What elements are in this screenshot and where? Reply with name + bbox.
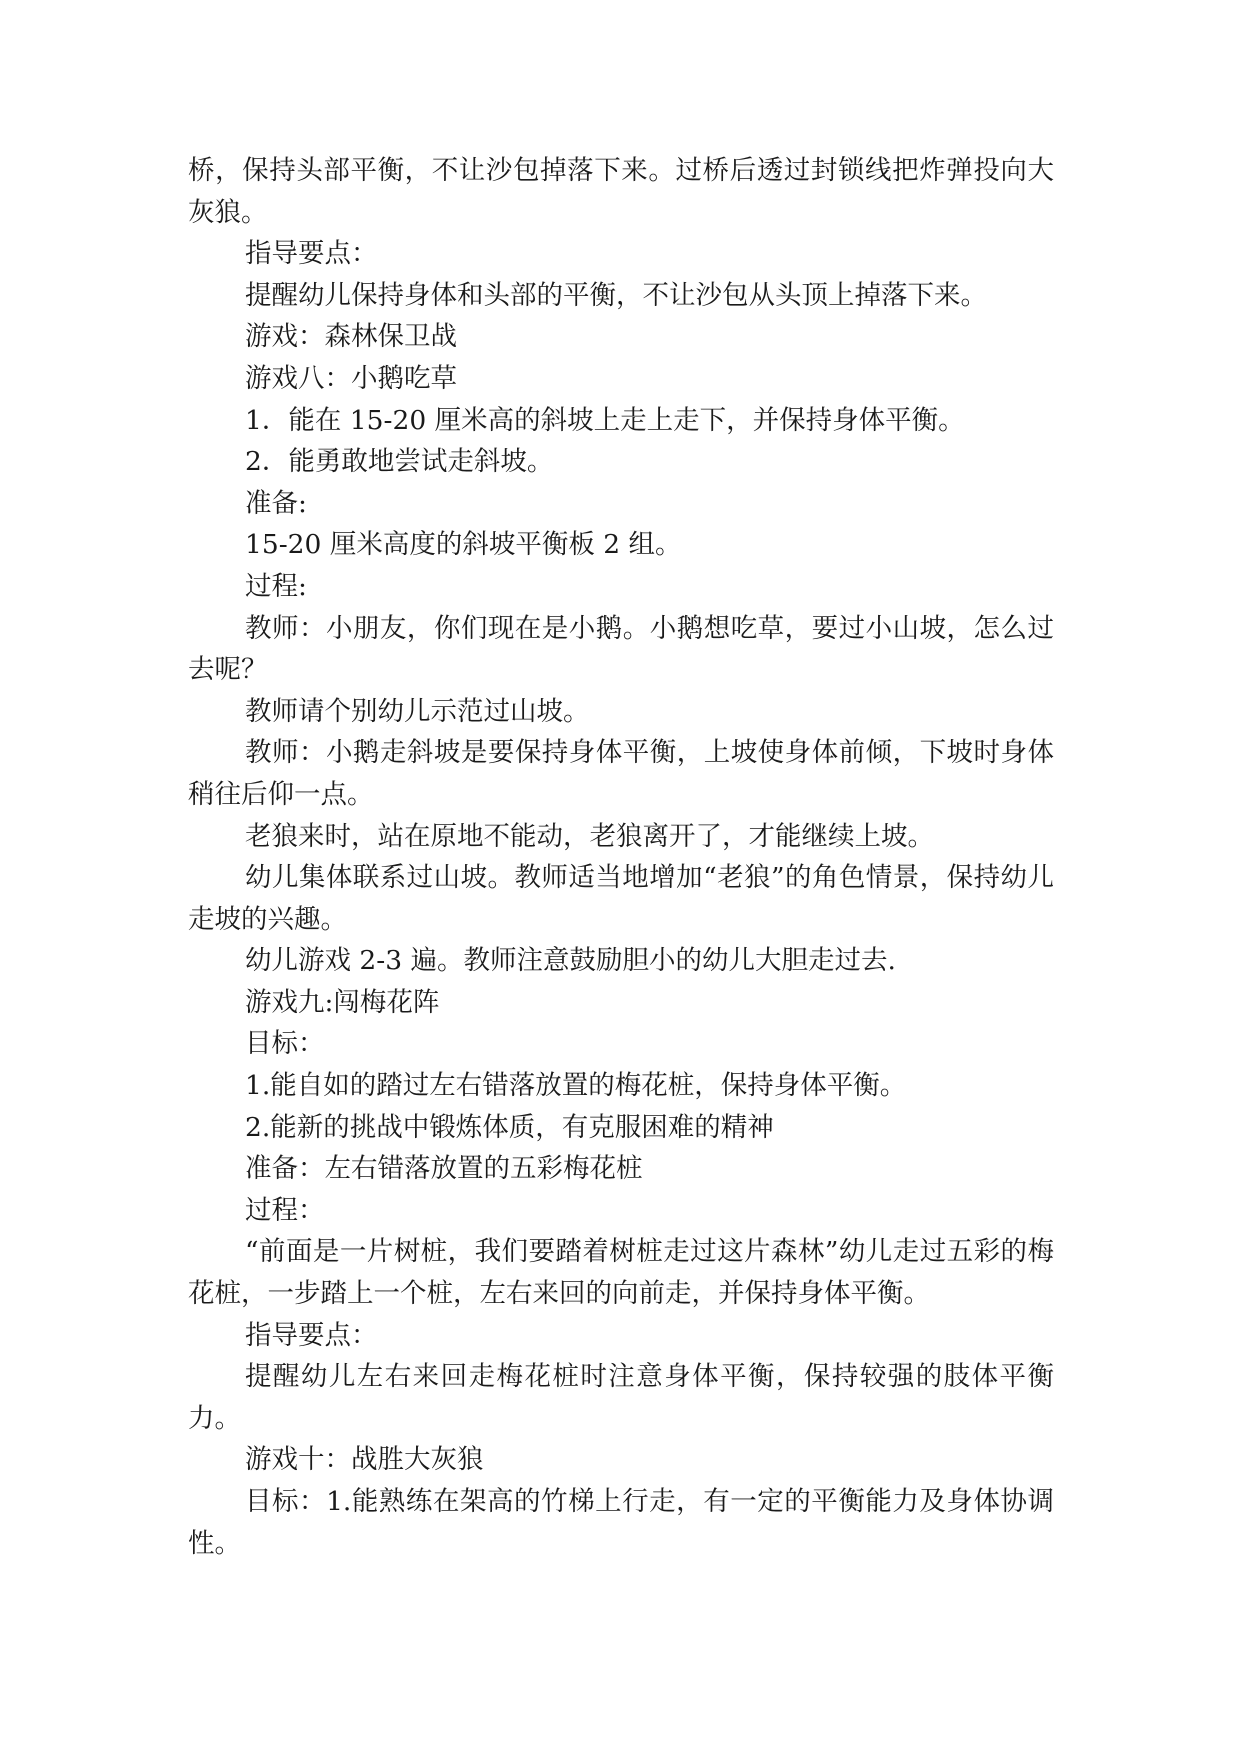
paragraph: 过程： (245, 1194, 325, 1226)
section-heading: 游戏八：小鹅吃草 (245, 362, 457, 394)
paragraph: 提醒幼儿左右来回走梅花桩时注意身体平衡，保持较强的肢体平衡力。 (188, 1361, 1054, 1434)
paragraph: “前面是一片树桩，我们要踏着树桩走过这片森林”幼儿走过五彩的梅花桩，一步踏上一个桩，左右来回的向前走，并保持身体平衡。 (188, 1236, 1054, 1310)
paragraph: 2．能勇敢地尝试走斜坡。 (245, 446, 554, 478)
paragraph: 目标：1.能熟练在架高的竹梯上行走，有一定的平衡能力及身体协调性。 (188, 1486, 1054, 1559)
paragraph: 指导要点： (245, 238, 378, 270)
paragraph: 教师：小朋友，你们现在是小鹅。小鹅想吃草，要过小山坡，怎么过去呢？ (188, 612, 1054, 686)
paragraph: 游戏：森林保卫战 (245, 321, 457, 353)
paragraph: 准备: (245, 487, 307, 519)
paragraph: 幼儿集体联系过山坡。教师适当地增加“老狼”的角色情景，保持幼儿走坡的兴趣。 (188, 862, 1054, 935)
paragraph: 1.能自如的踏过左右错落放置的梅花桩，保持身体平衡。 (245, 1070, 907, 1102)
paragraph: 15-20 厘米高度的斜坡平衡板 2 组。 (245, 529, 682, 561)
paragraph: 过程: (245, 570, 307, 602)
paragraph: 幼儿游戏 2-3 遍。教师注意鼓励胆小的幼儿大胆走过去. (245, 945, 896, 977)
document-body (188, 150, 1054, 1564)
paragraph: 指导要点： (245, 1319, 378, 1351)
paragraph: 2.能新的挑战中锻炼体质，有克服困难的精神 (245, 1111, 774, 1143)
paragraph: 老狼来时，站在原地不能动，老狼离开了，才能继续上坡。 (245, 820, 934, 852)
section-heading: 游戏九:闯梅花阵 (245, 986, 440, 1018)
paragraph: 提醒幼儿保持身体和头部的平衡，不让沙包从头顶上掉落下来。 (245, 279, 987, 311)
paragraph: 准备：左右错落放置的五彩梅花桩 (245, 1153, 643, 1185)
paragraph: 教师请个别幼儿示范过山坡。 (245, 695, 590, 727)
section-heading: 游戏十：战胜大灰狼 (245, 1444, 484, 1476)
paragraph: 教师：小鹅走斜坡是要保持身体平衡，上坡使身体前倾，下坡时身体稍往后仰一点。 (188, 737, 1054, 810)
paragraph: 1．能在 15-20 厘米高的斜坡上走上走下，并保持身体平衡。 (245, 404, 965, 436)
paragraph: 桥，保持头部平衡，不让沙包掉落下来。过桥后透过封锁线把炸弹投向大灰狼。 (188, 155, 1054, 228)
paragraph: 目标： (245, 1028, 325, 1060)
